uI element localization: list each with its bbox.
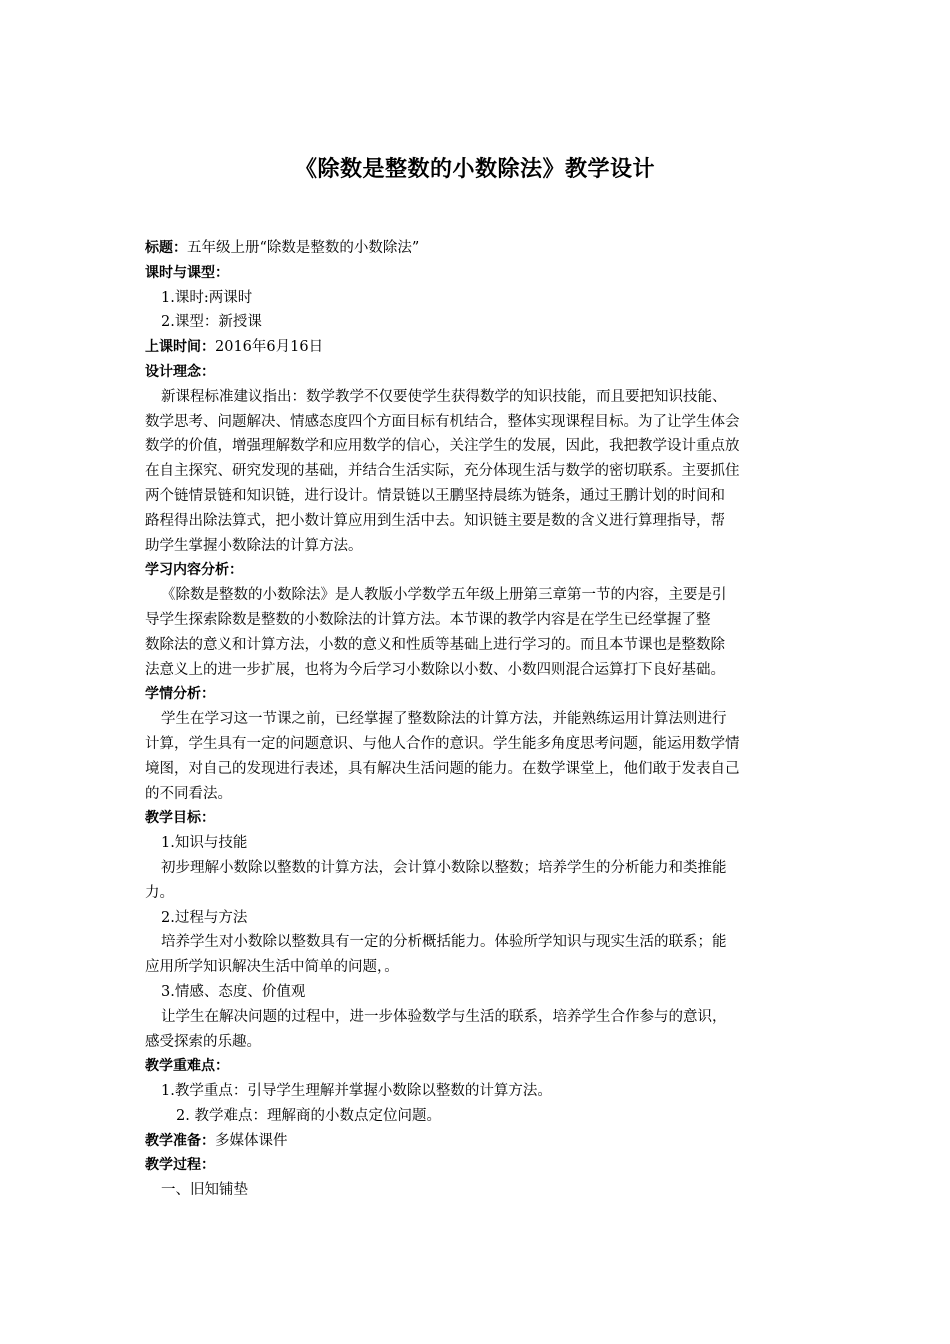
concept-line: 助学生掌握小数除法的计算方法。	[145, 537, 363, 554]
date-value: 2016年6月16日	[215, 339, 324, 356]
lesson-type-item: 2.课型：新授课	[161, 314, 262, 331]
difficult-point: 2. 教学难点：理解商的小数点定位问题。	[176, 1107, 441, 1124]
key-points-label: 教学重难点：	[145, 1058, 229, 1075]
content-analysis-label: 学习内容分析：	[145, 562, 243, 579]
content-line: 导学生探索除数是整数的小数除法的计算方法。本节课的教学内容是在学生已经掌握了整	[145, 611, 711, 628]
student-line: 学生在学习这一节课之前，已经掌握了整数除法的计算方法，并能熟练运用计算法则进行	[161, 711, 727, 728]
goals-label: 教学目标：	[145, 810, 215, 827]
process-label: 教学过程：	[145, 1157, 215, 1174]
key-point: 1.教学重点：引导学生理解并掌握小数除以整数的计算方法。	[161, 1083, 552, 1100]
goal-line: 初步理解小数除以整数的计算方法，会计算小数除以整数；培养学生的分析能力和类推能	[161, 859, 727, 876]
goal-line: 让学生在解决问题的过程中，进一步体验数学与生活的联系，培养学生合作参与的意识，	[161, 1008, 727, 1025]
goal-line: 力。	[145, 884, 174, 901]
lesson-type-label: 课时与课型：	[145, 264, 229, 281]
page-title: 《除数是整数的小数除法》教学设计	[294, 157, 655, 182]
heading-row	[145, 236, 810, 261]
student-line: 的不同看法。	[145, 785, 232, 802]
concept-label: 设计理念：	[145, 363, 215, 380]
process-step: 一、旧知铺垫	[161, 1182, 248, 1199]
concept-line: 在自主探究、研究发现的基础，并结合生活实际，充分体现生活与数学的密切联系。主要抓住	[145, 463, 740, 480]
content-line: 《除数是整数的小数除法》是人教版小学数学五年级上册第三章第一节的内容，主要是引	[161, 587, 727, 604]
goal-title: 2.过程与方法	[161, 909, 248, 926]
date-label: 上课时间：	[145, 339, 215, 356]
content-line: 法意义上的进一步扩展，也将为今后学习小数除以小数、小数四则混合运算打下良好基础。	[145, 661, 725, 678]
concept-line: 两个链情景链和知识链，进行设计。情景链以王鹏坚持晨练为链条，通过王鹏计划的时间和	[145, 487, 725, 504]
content-line: 数除法的意义和计算方法，小数的意义和性质等基础上进行学习的。而且本节课也是整数除	[145, 636, 725, 653]
lesson-type-item: 1.课时:两课时	[161, 289, 253, 306]
concept-line: 数学思考、问题解决、情感态度四个方面目标有机结合，整体实现课程目标。为了让学生体会	[145, 413, 740, 430]
document-body	[145, 236, 810, 1203]
goal-line: 应用所学知识解决生活中简单的问题，。	[145, 959, 399, 976]
concept-line: 新课程标准建议指出：数学教学不仅要使学生获得数学的知识技能，而且要把知识技能、	[161, 388, 727, 405]
prep-label: 教学准备：	[145, 1132, 215, 1149]
student-analysis-label: 学情分析：	[145, 686, 215, 703]
concept-line: 路程得出除法算式，把小数计算应用到生活中去。知识链主要是数的含义进行算理指导，帮	[145, 512, 725, 529]
goal-title: 1.知识与技能	[161, 835, 248, 852]
prep-value: 多媒体课件	[215, 1132, 288, 1149]
heading-value: 五年级上册“除数是整数的小数除法”	[187, 240, 420, 256]
student-line: 境图，对自己的发现进行表述，具有解决生活问题的能力。在数学课堂上，他们敢于发表自己	[145, 760, 740, 777]
goal-line: 培养学生对小数除以整数具有一定的分析概括能力。体验所学知识与现实生活的联系；能	[161, 934, 727, 951]
date-row	[145, 335, 810, 360]
heading-label: 标题：	[145, 240, 187, 256]
prep-row	[145, 1129, 810, 1154]
concept-line: 数学的价值，增强理解数学和应用数学的信心，关注学生的发展，因此，我把教学设计重点放	[145, 438, 740, 455]
student-line: 计算，学生具有一定的问题意识、与他人合作的意识。学生能多角度思考问题，能运用数学情	[145, 735, 740, 752]
goal-line: 感受探索的乐趣。	[145, 1033, 261, 1050]
goal-title: 3.情感、态度、价值观	[161, 983, 306, 1000]
